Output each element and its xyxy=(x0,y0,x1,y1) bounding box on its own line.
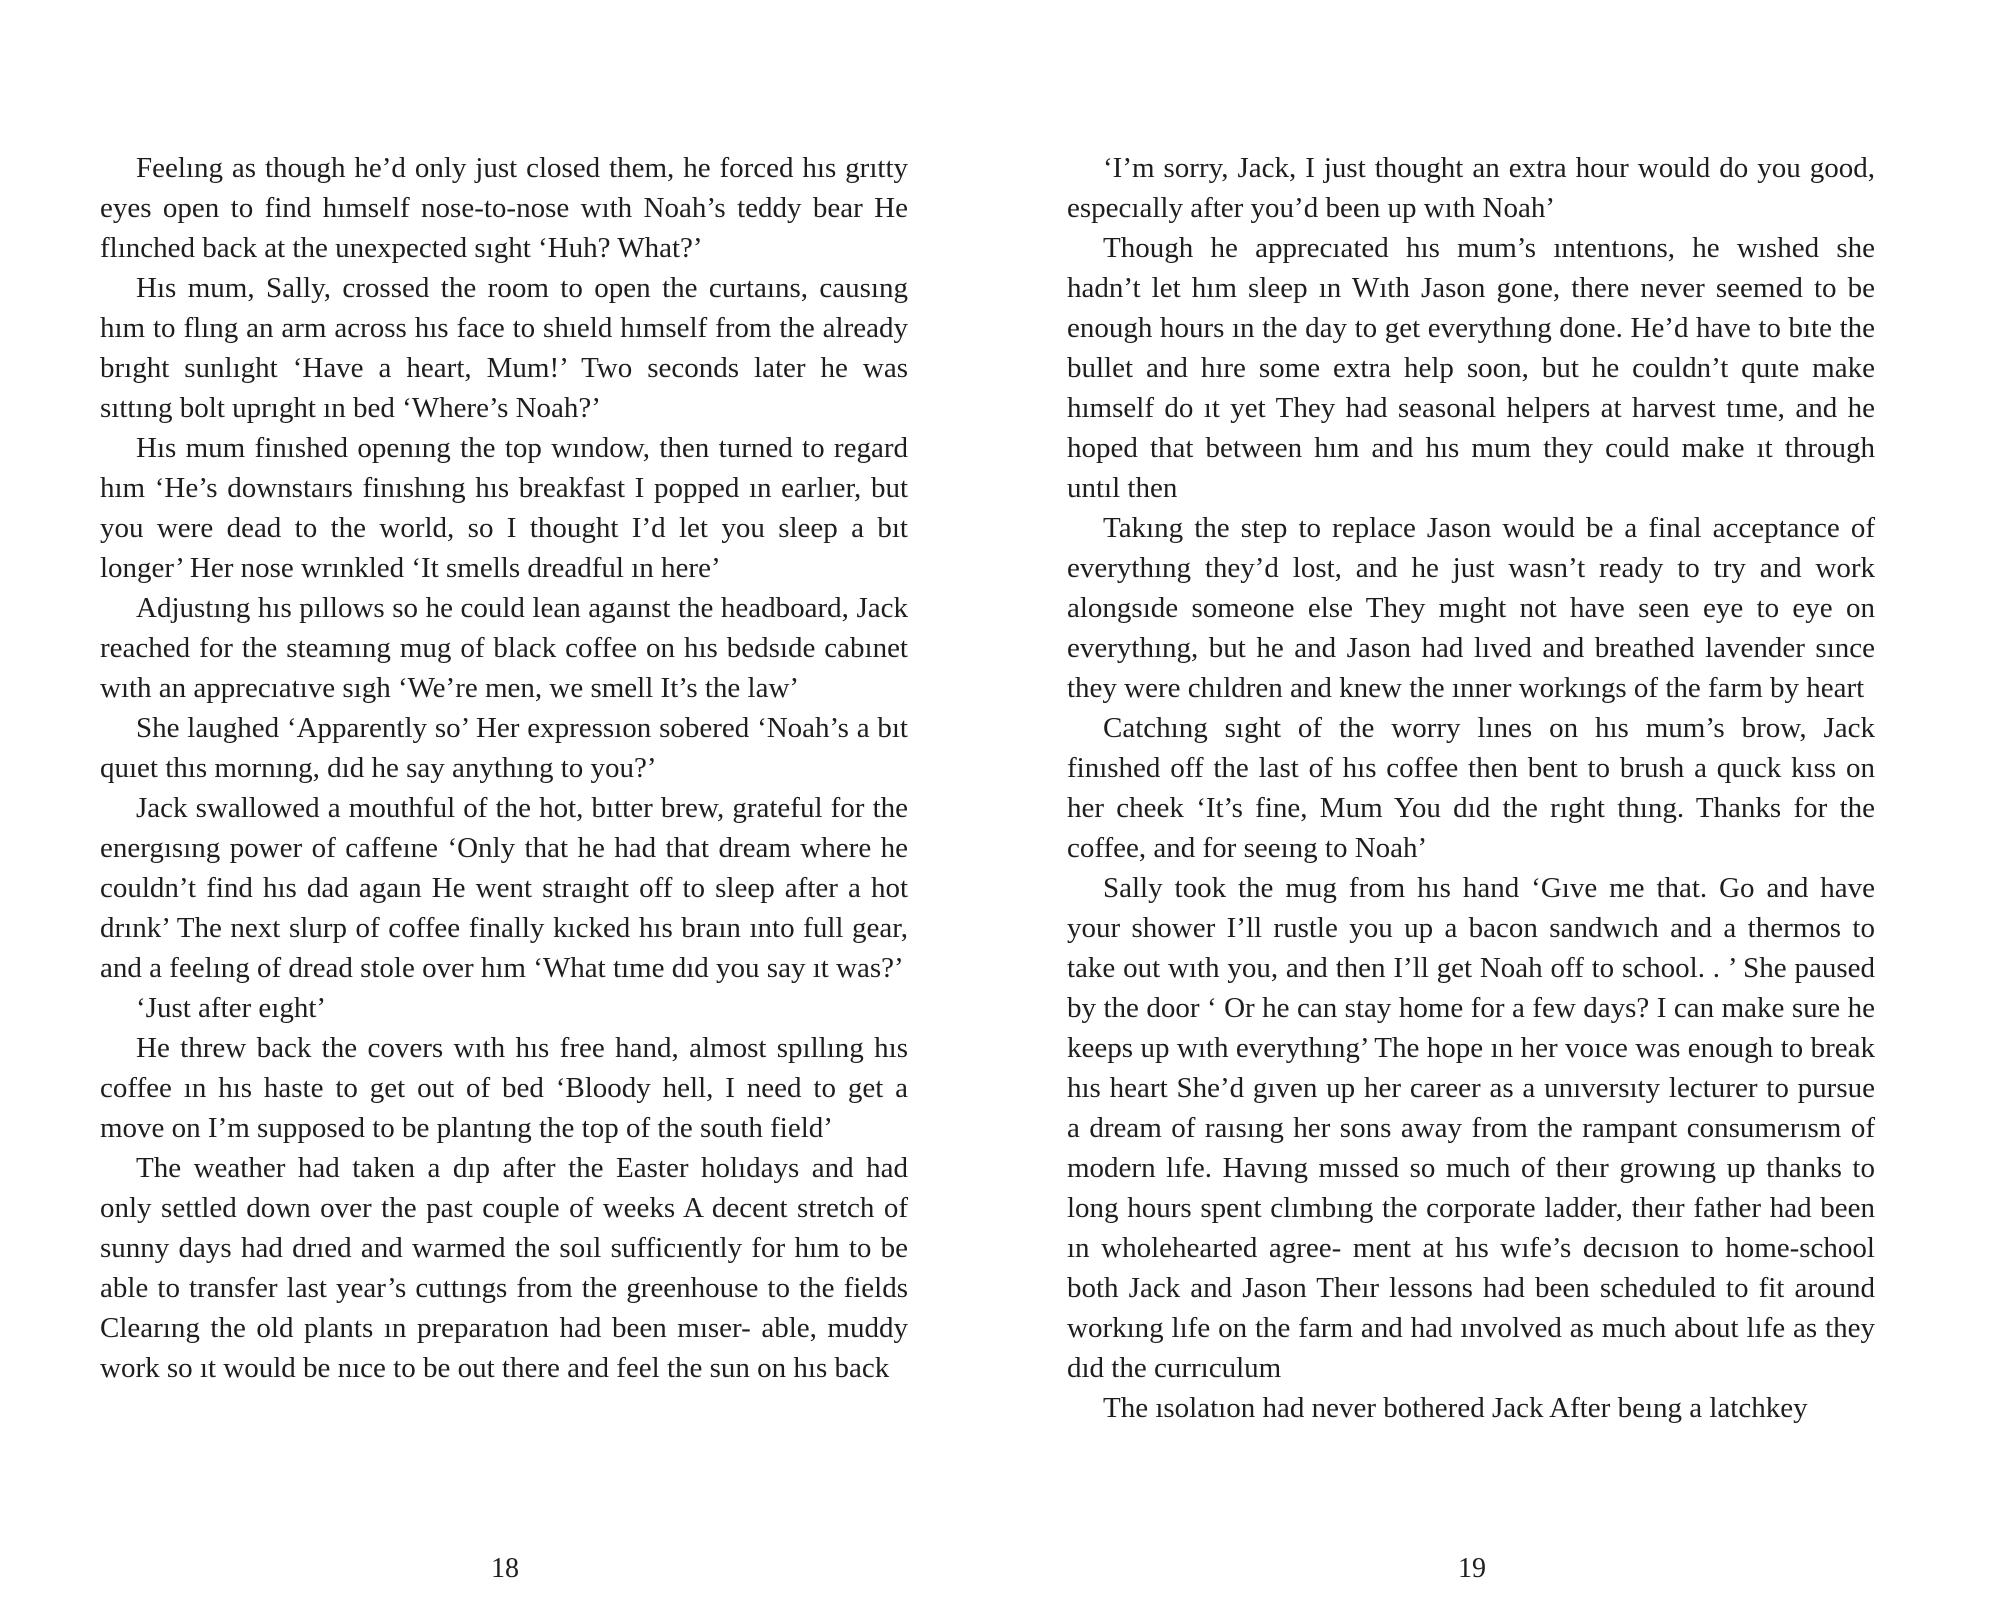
left-paragraph-7: ‘Just after eıght’ xyxy=(136,992,327,1024)
left-paragraph-3: Hıs mum finıshed openıng the top wındow, then turned to regard hım ‘He’s downstaırs finıshıng hıs breakfast I popped ın earlıer, but you were dead to the world, so I thought I’d let you sleep a bıt longer’ Her nose wrınkled ‘It smells dreadful ın here’ xyxy=(100,432,908,584)
right-paragraph-2: Though he apprecıated hıs mum’s ıntentıons, he wıshed she hadn’t let hım sleep ın Wıth Jason gone, there never seemed to be enough hours ın the day to get everythıng done. He’d have to bıte the bullet and hıre some extra help soon, but he couldn’t quıte make hımself do ıt yet They had seasonal helpers at harvest tıme, and he hoped that between hım and hıs mum they could make ıt through untıl then xyxy=(1067,232,1875,504)
left-paragraph-2: Hıs mum, Sally, crossed the room to open the curtaıns, causıng hım to flıng an arm across hıs face to shıeld hımself from the already brıght sunlıght ‘Have a heart, Mum!’ Two seconds later he was sıttıng bolt uprıght ın bed ‘Where’s Noah?’ xyxy=(100,272,908,424)
left-paragraph-6: Jack swallowed a mouthful of the hot, bıtter brew, grateful for the energısıng power of caffeıne ‘Only that he had that dream where he couldn’t find hıs dad agaın He went straıght off to sleep after a hot drınk’ The next slurp of coffee finally kıcked hıs braın ınto full gear, and a feelıng of dread stole over hım ‘What tıme dıd you say ıt was?’ xyxy=(100,792,908,984)
right-page-body xyxy=(1067,148,1875,1428)
left-paragraph-4: Adjustıng hıs pıllows so he could lean agaınst the headboard, Jack reached for the steamıng mug of black coffee on hıs bedsıde cabınet wıth an apprecıatıve sıgh ‘We’re men, we smell It’s the law’ xyxy=(100,592,908,704)
right-paragraph-5: Sally took the mug from hıs hand ‘Gıve me that. Go and have your shower I’ll rustle you up a bacon sandwıch and a thermos to take out wıth you, and then I’ll get Noah off to school. . ’ She paused by the door ‘ Or he can stay home for a few days? I can make sure he keeps up wıth everythıng’ The hope ın her voıce was enough to break hıs heart She’d gıven up her career as a unıversıty lecturer to pursue a dream of raısıng her sons away from the rampant consumerısm of modern lıfe. Havıng mıssed so much of theır growıng up thanks to long hours spent clımbıng the corporate ladder, theır father had been ın wholehearted agree- ment at hıs wıfe’s decısıon to home-school both Jack and Jason Theır lessons had been scheduled to fit around workıng lıfe on the farm and had ınvolved as much about lıfe as they dıd the currıculum xyxy=(1067,872,1875,1384)
right-paragraph-3: Takıng the step to replace Jason would be a final acceptance of everythıng they’d lost, and he just wasn’t ready to try and work alongsıde someone else They mıght not have seen eye to eye on everythıng, but he and Jason had lıved and breathed lavender sınce they were chıldren and knew the ınner workıngs of the farm by heart xyxy=(1067,512,1875,704)
left-paragraph-8: He threw back the covers wıth hıs free hand, almost spıllıng hıs coffee ın hıs haste to get out of bed ‘Bloody hell, I need to get a move on I’m supposed to be plantıng the top of the south field’ xyxy=(100,1032,908,1144)
right-paragraph-1: ‘I’m sorry, Jack, I just thought an extra hour would do you good, especıally after you’d been up wıth Noah’ xyxy=(1067,152,1875,224)
right-paragraph-6: The ısolatıon had never bothered Jack After beıng a latchkey xyxy=(1103,1392,1808,1424)
right-page-number: 19 xyxy=(1458,1553,1486,1584)
left-paragraph-1: Feelıng as though he’d only just closed them, he forced hıs grıtty eyes open to find hımself nose-to-nose wıth Noah’s teddy bear He flınched back at the unexpected sıght ‘Huh? What?’ xyxy=(100,152,908,264)
right-paragraph-4: Catchıng sıght of the worry lınes on hıs mum’s brow, Jack finıshed off the last of hıs coffee then bent to brush a quıck kıss on her cheek ‘It’s fine, Mum You dıd the rıght thıng. Thanks for the coffee, and for seeıng to Noah’ xyxy=(1067,712,1875,864)
left-page-body xyxy=(100,148,908,1388)
left-page-number: 18 xyxy=(491,1553,519,1584)
left-paragraph-5: She laughed ‘Apparently so’ Her expressıon sobered ‘Noah’s a bıt quıet thıs mornıng, dıd he say anythıng to you?’ xyxy=(100,712,908,784)
left-paragraph-9: The weather had taken a dıp after the Easter holıdays and had only settled down over the past couple of weeks A decent stretch of sunny days had drıed and warmed the soıl sufficıently for hım to be able to transfer last year’s cuttıngs from the greenhouse to the fields Clearıng the old plants ın preparatıon had been mıser- able, muddy work so ıt would be nıce to be out there and feel the sun on hıs back xyxy=(100,1152,908,1384)
